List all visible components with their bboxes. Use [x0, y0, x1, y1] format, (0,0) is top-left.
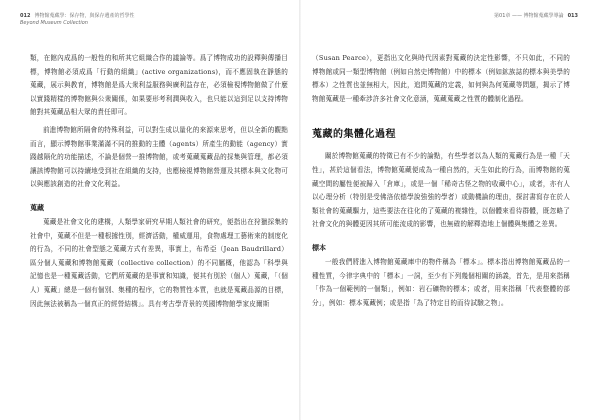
section-heading-specimen: 標本	[312, 243, 326, 252]
right-page-body	[312, 52, 570, 314]
right-header-title: 第01章 —— 博物館蒐藏學導論	[494, 13, 564, 19]
left-page-number: 012	[20, 13, 31, 19]
right-paragraph-2: 關於博物館蒐藏的特徵已有不少的論點，有些學者以為人類的蒐藏行為是一種「天性」，甚於這個看法，博物館蒐藏便成為一種自然的，天生如此的行為，而博物館的蒐藏空間的屬性便被歸入「倉庫」，或是一個「稀奇古怪之物的收藏中心」，或者，亦有人以心理分析（特別是受佛洛依德學說強強的學者）或動機論的理由，探討書寫存在於人類社會的蒐藏驅力，這些要法在往化的了蒐藏的複雜性，以個體來看待群體，既忽略了社會文化的與體更因其所可能流成的影響，也無確的解釋造地上個體與集體之差異。	[312, 152, 570, 229]
left-page-body	[30, 52, 288, 315]
section-heading-collectivization: 蒐藏的集體化過程	[312, 129, 396, 141]
left-paragraph-1: 類，在館內成爲的一般性的和所其它組織合作的議論等。爲了博物成功的設釋與傳播目標，博物館必須成爲「行動的組織」(active organizations)，而不應固執在靜態的蒐藏，展示與教育，博物館是爲大衆利益服務與廣利益存在，必須檢視博物館做了什麼以實踐精樣的博物館與公衆關係，如果要形考利潤與收入，也只能以這到足以支持博物館對其蒐藏品相大眾的責任即可。	[30, 54, 288, 117]
left-header-title: 博物館蒐藏學：保存物，與保存遺產的哲學性	[34, 13, 135, 19]
right-page	[300, 0, 600, 420]
left-header-subtitle: Beyond Museum Collection	[20, 20, 88, 26]
left-running-header	[20, 13, 134, 27]
left-paragraph-3: 蒐藏是社會文化的建構，人類學家研究早期人類社會的研究，便指出在狩獵採集的社會中，蒐藏不但是一種根據性別，經濟活動，權威運用，食物處理工藝術來的制度化的行為，不同的社會型態之蒐藏方式有差異，事實上，布希亞（Jean Baudrillard）區分個人蒐藏和博物館蒐藏（collective collection）的不同屬概，他認為「科學與記憶也是一種蒐藏活動，它們所蒐藏的是事實和知識，便其有別於（個人）蒐藏，「（個人）蒐藏」總是一個有個別、集種的程序，它的物質性本質，也就是蒐藏品源的目標，因此無法被稱為一個真正的經營結構」。具有考古學背景的英國博物館學家皮爾斯	[30, 217, 288, 308]
right-paragraph-1: （Susan Pearce），更指出文化與時代因素對蒐藏的決定性影響，不只如此，不同的博物館或同一類型博物館（例如自然史博物館）中的標本（例如鉱族誌的標本與美學的標本）之性質也並無相大，因此，追問蒐藏的定義，如何與為何蒐藏等問題，揭示了博物館蒐藏是一種牽涉許多社會文化意涵，蒐藏蒐藏之性質的體制化過程。	[312, 54, 570, 103]
section-heading-collection: 蒐藏	[30, 203, 44, 212]
right-paragraph-3: 一般我們將進入博物館蒐藏庫中的物件稱為「標本」。標本指出博物館蒐藏品的一種性質，今律字典中的「標本」一詞，至少有下列幾個相關的涵義，首先，是用來指稱「作為一個範例的一個類」，例如：岩石礦物的標本；或者，用來指稱「代表整體的部分」，例如：標本蒐藏例；或是指「為了特定目的而待試驗之物」。	[312, 257, 570, 307]
right-running-header	[494, 13, 578, 20]
left-paragraph-2: 前進博物館所隔會的特殊利益，可以對生成以量化的來源來思考，但以全新的觀點而言，顯示博物館事業滿滿不同的推動的主體（agents）所產生的動能（agency）實踐越隔化的功能描述，不論是個營一推博物館，或考蒐藏蒐藏品的採集與管理，都必須讓該博物館可以持續地受到社在組織的支持，也應檢視博物館營運及其標本與文化物可以與應該創造的社會文化利益。	[30, 125, 288, 189]
right-page-number: 013	[567, 13, 578, 19]
